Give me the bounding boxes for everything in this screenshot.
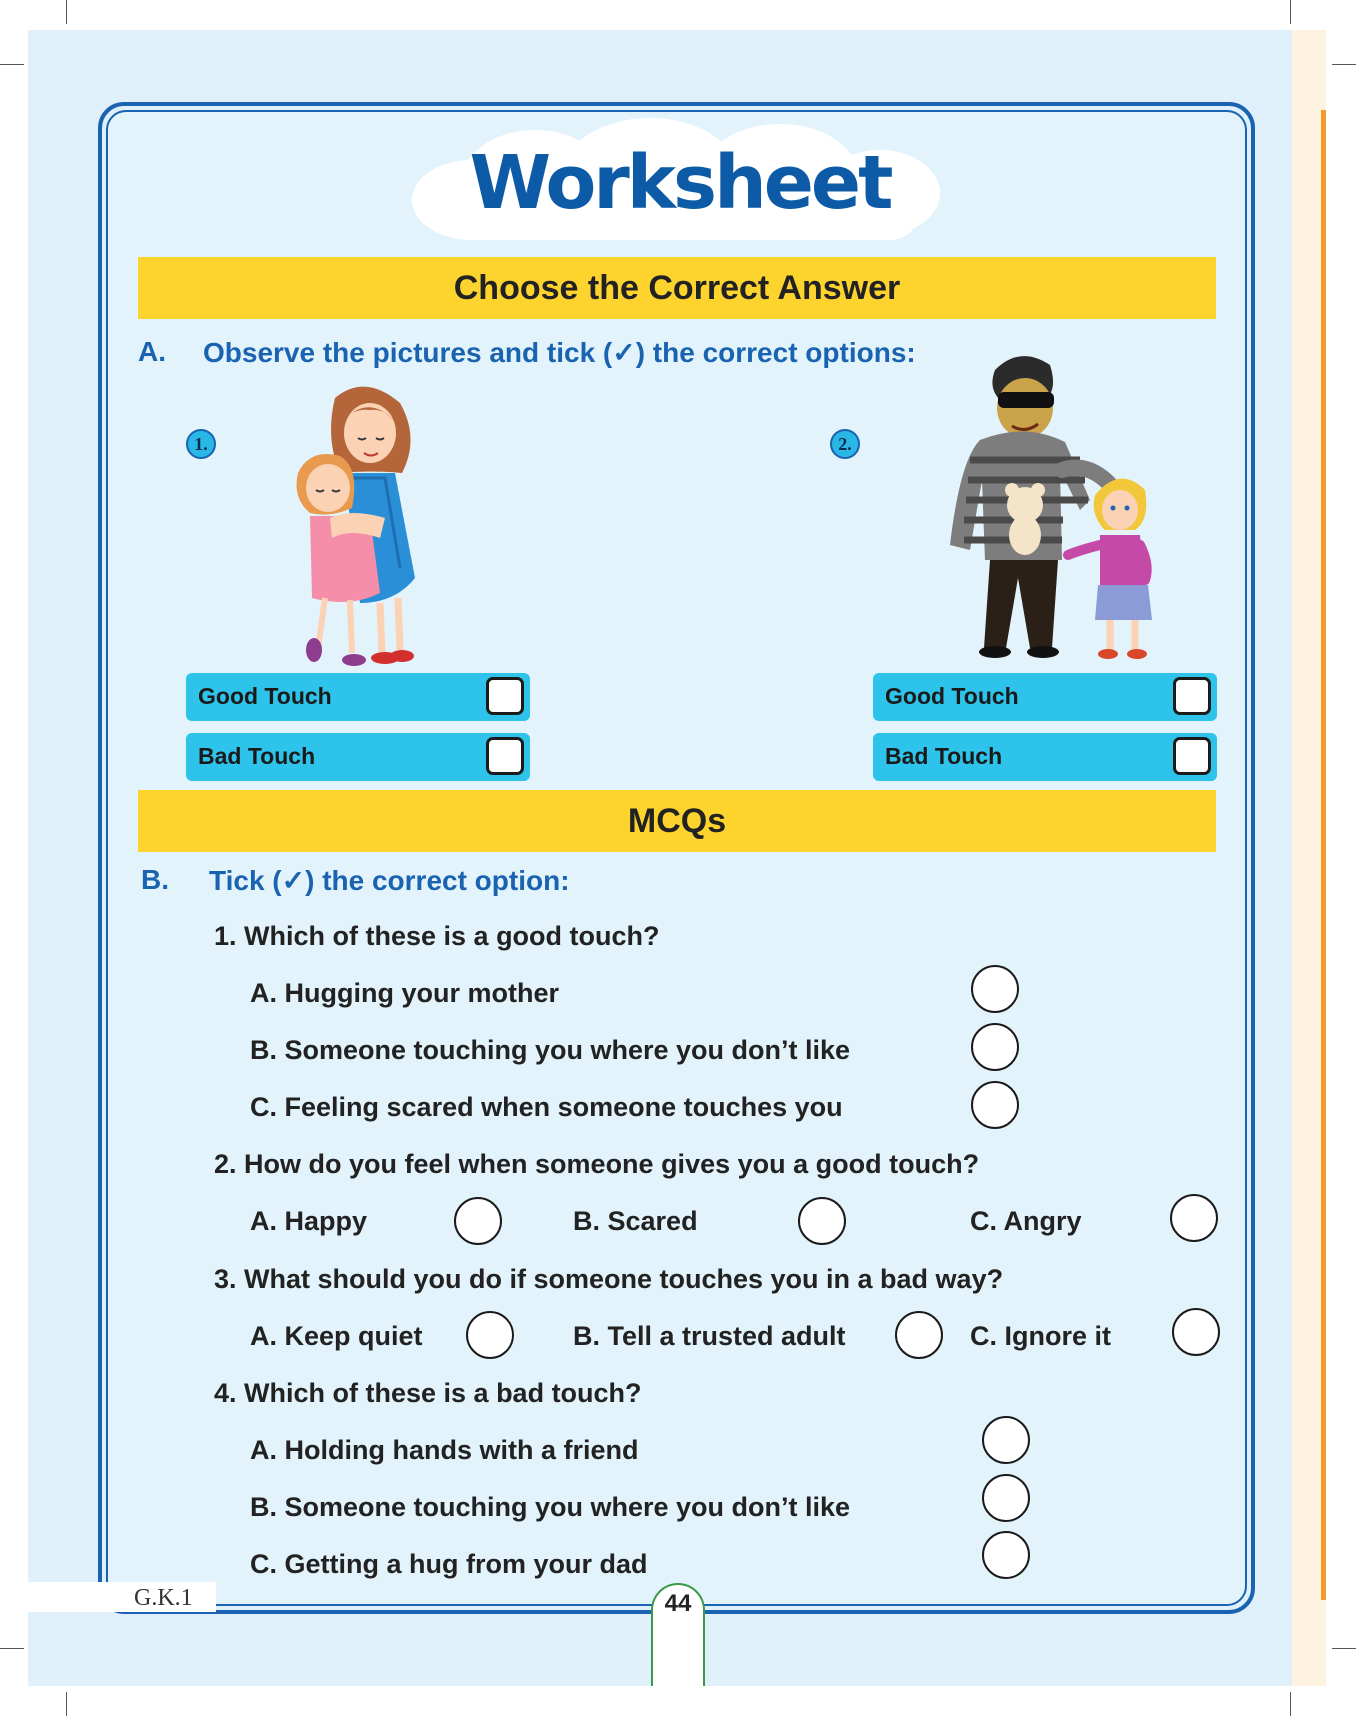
footer-subject: G.K.1: [134, 1585, 193, 1611]
q4-option-a: A. Holding hands with a friend: [250, 1435, 639, 1465]
option-label: Good Touch: [885, 683, 1019, 709]
picture-number-1: 1.: [186, 429, 216, 459]
q3-option-b-circle[interactable]: [895, 1311, 943, 1359]
q1-option-c: C. Feeling scared when someone touches you: [250, 1092, 843, 1122]
page-title: Worksheet: [469, 140, 891, 226]
q2-option-b-circle[interactable]: [798, 1197, 846, 1245]
option-label: Bad Touch: [885, 743, 1003, 769]
q2-option-b: B. Scared: [573, 1206, 698, 1236]
tick-box[interactable]: [486, 737, 524, 775]
q3-option-a-circle[interactable]: [466, 1311, 514, 1359]
crop-mark: [0, 1648, 24, 1649]
picture-number-2: 2.: [830, 429, 860, 459]
stranger-child-illustration: [940, 350, 1160, 668]
crop-mark: [1332, 1648, 1356, 1649]
section-letter-b: B.: [141, 864, 169, 895]
q4-option-b: B. Someone touching you where you don’t like: [250, 1492, 851, 1522]
question-2: 2. How do you feel when someone gives you a good touch?: [214, 1149, 980, 1179]
q2-option-c: C. Angry: [970, 1206, 1082, 1236]
crop-mark: [66, 0, 67, 24]
q1-option-c-circle[interactable]: [971, 1081, 1019, 1129]
mother-daughter-hug-illustration: [290, 378, 440, 668]
question-3: 3. What should you do if someone touches you in a bad way?: [214, 1264, 1004, 1294]
section-b-instruction: Tick (✓) the correct option:: [209, 865, 570, 896]
q4-option-b-circle[interactable]: [982, 1474, 1030, 1522]
q1-option-b-circle[interactable]: [971, 1023, 1019, 1071]
picture-1-option-bad-touch[interactable]: [186, 733, 530, 781]
picture-2-option-bad-touch[interactable]: [873, 733, 1217, 781]
q2-option-c-circle[interactable]: [1170, 1194, 1218, 1242]
section-band-mcqs: MCQs: [138, 790, 1216, 852]
option-label: Good Touch: [198, 683, 332, 709]
crop-mark: [0, 64, 24, 65]
crop-mark: [1332, 64, 1356, 65]
q2-option-a-circle[interactable]: [454, 1197, 502, 1245]
q1-option-b: B. Someone touching you where you don’t like: [250, 1035, 851, 1065]
tick-box[interactable]: [1173, 677, 1211, 715]
q4-option-c-circle[interactable]: [982, 1531, 1030, 1579]
q3-option-c-circle[interactable]: [1172, 1308, 1220, 1356]
option-label: Bad Touch: [198, 743, 316, 769]
q4-option-c: C. Getting a hug from your dad: [250, 1549, 648, 1579]
q1-option-a-circle[interactable]: [971, 965, 1019, 1013]
tick-box[interactable]: [1173, 737, 1211, 775]
q1-option-a: A. Hugging your mother: [250, 978, 559, 1008]
crop-mark: [1290, 1692, 1291, 1716]
q3-option-c: C. Ignore it: [970, 1321, 1111, 1351]
question-1: 1. Which of these is a good touch?: [214, 921, 660, 951]
q4-option-a-circle[interactable]: [982, 1416, 1030, 1464]
crop-mark: [1290, 0, 1291, 24]
q3-option-a: A. Keep quiet: [250, 1321, 423, 1351]
picture-2-option-good-touch[interactable]: [873, 673, 1217, 721]
page-number: 44: [664, 1590, 692, 1617]
page-edge-accent: [1321, 110, 1326, 1600]
section-band-choose: Choose the Correct Answer: [138, 257, 1216, 319]
picture-1-option-good-touch[interactable]: [186, 673, 530, 721]
section-a-instruction: Observe the pictures and tick (✓) the correct options:: [203, 337, 916, 368]
section-letter-a: A.: [138, 336, 166, 367]
q3-option-b: B. Tell a trusted adult: [573, 1321, 846, 1351]
question-4: 4. Which of these is a bad touch?: [214, 1378, 642, 1408]
q2-option-a: A. Happy: [250, 1206, 368, 1236]
crop-mark: [66, 1692, 67, 1716]
tick-box[interactable]: [486, 677, 524, 715]
